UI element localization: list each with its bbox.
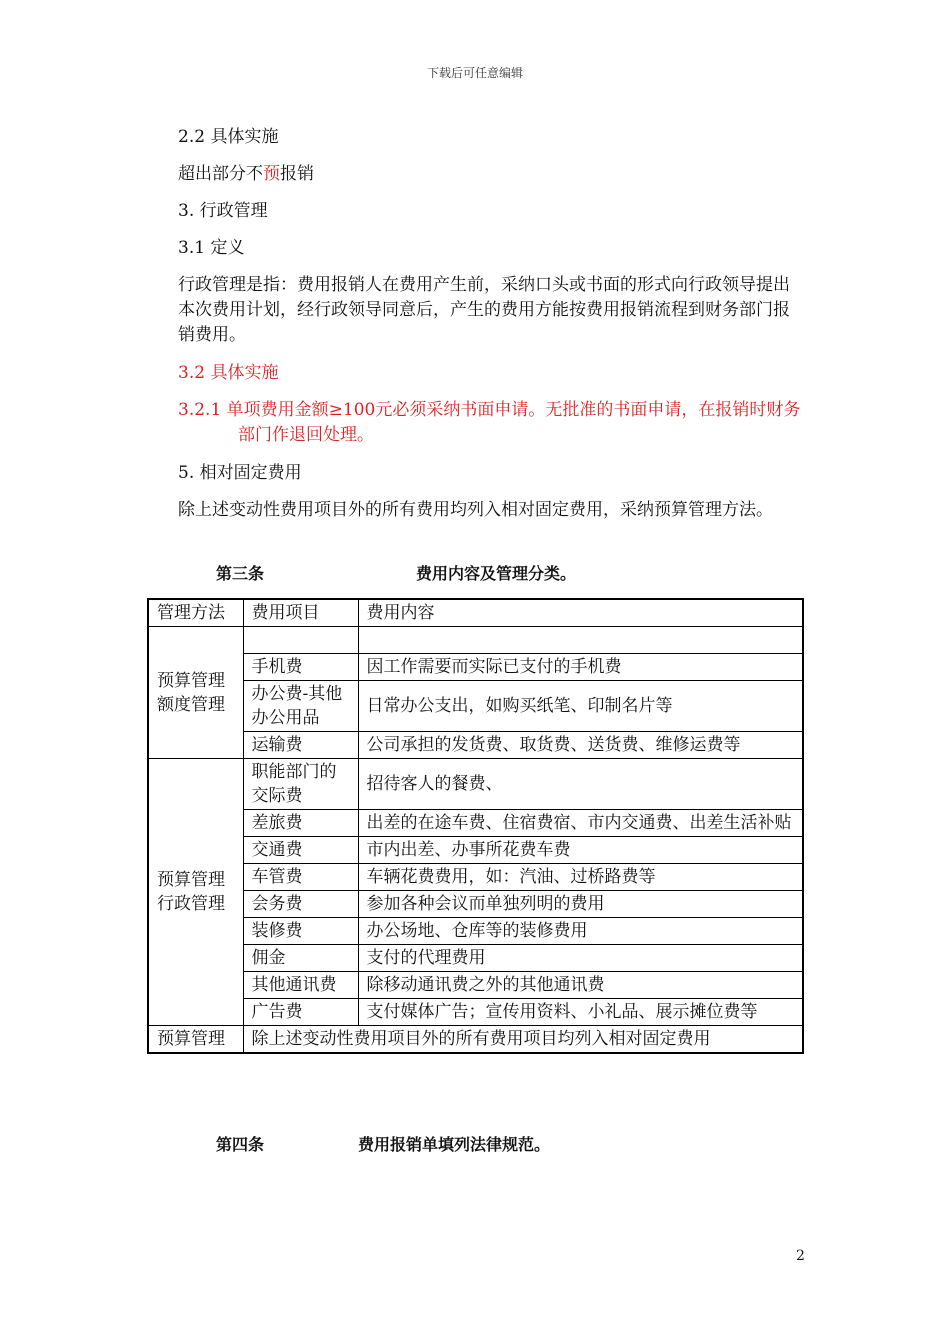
item-cell: 装修费 — [243, 918, 358, 945]
content-cell: 支付的代理费用 — [358, 945, 803, 972]
article-3-number: 第三条 — [216, 564, 265, 583]
table-row — [148, 837, 803, 864]
fixed-cost-paragraph: 除上述变动性费用项目外的所有费用均列入相对固定费用，采纳预算管理方法。 — [178, 500, 773, 520]
content-cell: 办公场地、仓库等的装修费用 — [358, 918, 803, 945]
item-cell: 办公费-其他办公用品 — [243, 681, 358, 732]
table-row — [148, 627, 803, 654]
content-cell: 参加各种会议而单独列明的费用 — [358, 891, 803, 918]
paragraph-over-budget — [178, 162, 314, 187]
article-4-number: 第四条 — [216, 1135, 265, 1154]
content-cell: 支付媒体广告；宣传用资料、小礼品、展示摊位费等 — [358, 999, 803, 1026]
item-cell: 手机费 — [243, 654, 358, 681]
content-cell: 车辆花费费用，如：汽油、过桥路费等 — [358, 864, 803, 891]
table-row — [148, 810, 803, 837]
highlight-text: 预 — [263, 164, 280, 184]
item-cell: 其他通讯费 — [243, 972, 358, 999]
method-group-quota: 预算管理额度管理 — [148, 627, 243, 759]
item-cell: 佣金 — [243, 945, 358, 972]
table-row — [148, 681, 803, 732]
expense-table — [147, 598, 804, 1054]
item-cell: 会务费 — [243, 891, 358, 918]
item-cell: 职能部门的交际费 — [243, 759, 358, 810]
definition-paragraph: 行政管理是指：费用报销人在费用产生前，采纳口头或书面的形式向行政领导提出本次费用计划，经行政领导同意后，产生的费用方能按费用报销流程到财务部门报销费用。 — [178, 275, 790, 345]
table-row — [148, 759, 803, 810]
table-row — [148, 864, 803, 891]
section-heading-5: 5. 相对固定费用 — [178, 463, 302, 483]
page-number: 2 — [796, 1248, 805, 1264]
content-cell: 因工作需要而实际已支付的手机费 — [358, 654, 803, 681]
item-cell: 差旅费 — [243, 810, 358, 837]
section-heading-3-1: 3.1 定义 — [178, 238, 245, 258]
content-cell: 公司承担的发货费、取货费、送货费、维修运费等 — [358, 732, 803, 759]
method-budget: 预算管理 — [148, 1026, 243, 1054]
content-cell — [358, 627, 803, 654]
content-cell: 出差的在途车费、住宿费宿、市内交通费、出差生活补贴 — [358, 810, 803, 837]
item-cell: 广告费 — [243, 999, 358, 1026]
header-method: 管理方法 — [148, 599, 243, 627]
table-row — [148, 999, 803, 1026]
item-cell: 车管费 — [243, 864, 358, 891]
section-heading-2-2: 2.2 具体实施 — [178, 127, 279, 147]
table-row — [148, 945, 803, 972]
table-row — [148, 1026, 803, 1054]
content-cell: 市内出差、办事所花费车费 — [358, 837, 803, 864]
section-heading-3-2: 3.2 具体实施 — [178, 363, 279, 383]
page-header: 下载后可任意编辑 — [426, 66, 523, 80]
text-part: 报销 — [280, 164, 314, 184]
item-cell — [243, 627, 358, 654]
header-item: 费用项目 — [243, 599, 358, 627]
table-row — [148, 732, 803, 759]
content-cell: 除移动通讯费之外的其他通讯费 — [358, 972, 803, 999]
table-row — [148, 918, 803, 945]
content-cell: 招待客人的餐费、 — [358, 759, 803, 810]
text-part: 超出部分不 — [178, 164, 263, 184]
content-cell: 日常办公支出，如购买纸笔、印制名片等 — [358, 681, 803, 732]
article-4-title: 费用报销单填列法律规范。 — [358, 1135, 551, 1154]
table-row — [148, 972, 803, 999]
section-heading-3: 3. 行政管理 — [178, 201, 268, 221]
table-row — [148, 654, 803, 681]
rule-3-2-1: 3.2.1 单项费用金额≥100元必须采纳书面申请。无批准的书面申请，在报销时财务部门作退回处理。 — [178, 400, 801, 445]
table-header-row — [148, 599, 803, 627]
content-cell-merged: 除上述变动性费用项目外的所有费用项目均列入相对固定费用 — [243, 1026, 803, 1054]
item-cell: 运输费 — [243, 732, 358, 759]
header-content: 费用内容 — [358, 599, 803, 627]
table-row — [148, 891, 803, 918]
article-3-title: 费用内容及管理分类。 — [416, 564, 577, 583]
item-cell: 交通费 — [243, 837, 358, 864]
method-group-admin: 预算管理行政管理 — [148, 759, 243, 1026]
